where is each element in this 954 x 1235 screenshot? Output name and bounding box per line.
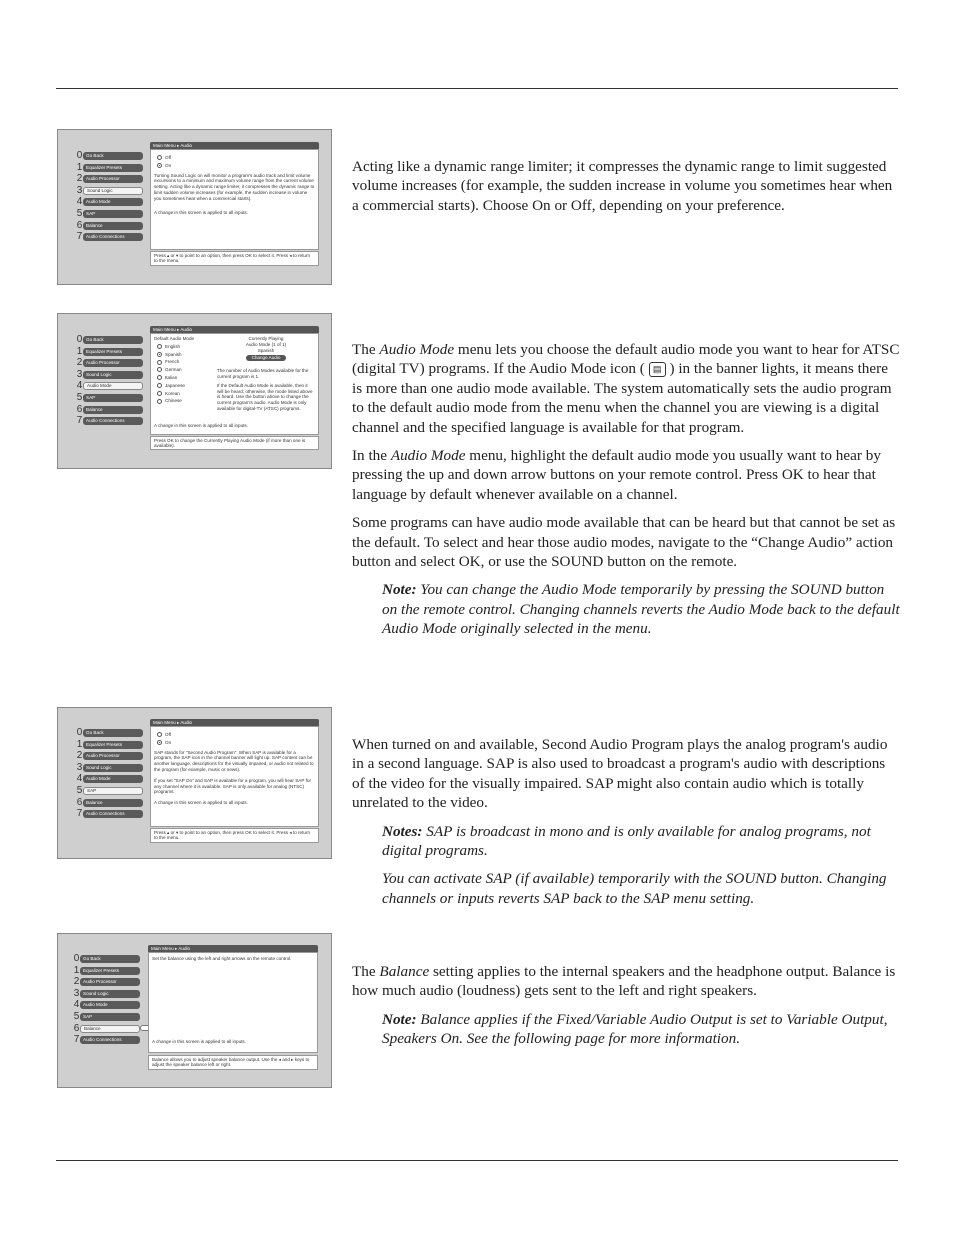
menu-item-audio-mode[interactable]: 4 Audio Mode xyxy=(75,197,145,207)
language-chinese[interactable]: Chinese xyxy=(157,398,209,404)
breadcrumb: Main Menu ▸ Audio xyxy=(150,719,319,726)
breadcrumb: Main Menu ▸ Audio xyxy=(148,945,318,952)
balance-hint: Balance allows you to adjust speaker balance output. Use the ◂ and ▸ keys to adjust the speaker balance left or right. xyxy=(148,1055,318,1070)
menu-item-sap[interactable]: 5 SAP xyxy=(75,393,145,403)
audio-menu xyxy=(75,151,145,244)
sound-logic-screenshot xyxy=(57,129,332,285)
sound-logic-panel xyxy=(150,149,319,250)
menu-item-audio-processor[interactable]: 2 Audio Processor xyxy=(75,174,145,184)
sap-body: When turned on and available, Second Audio Program plays the analog program's audio in a second language. SAP is also used to broadcast a program's audio with descriptions of the video for the visually impaired. SAP might also contain audio which is totally unrelated to the video. xyxy=(352,736,888,812)
menu-item-balance[interactable]: 6 Balance xyxy=(75,798,145,808)
applied-note: A change in this screen is applied to all inputs. xyxy=(152,1039,246,1044)
bottom-rule xyxy=(56,1160,898,1161)
applied-note: A change in this screen is applied to all inputs. xyxy=(154,209,248,215)
audio-mode-panel xyxy=(150,333,319,435)
sap-note-2: You can activate SAP (if available) temporarily with the SOUND button. Changing channels or inputs reverts SAP back to the SAP menu setting. xyxy=(382,870,887,907)
language-italian[interactable]: Italian xyxy=(157,375,209,381)
audio-mode-icon: ▤ xyxy=(649,362,666,377)
audio-mode-info-detail: If the Default Audio Mode is available, then it will be heard; otherwise, the mode listed above is heard. Use the button above to change the current program's audio. Audio Mode is only available for digital-TV (ATSC) programs. xyxy=(217,382,313,411)
menu-item-equalizer-presets[interactable]: 1 Equalizer Presets xyxy=(75,347,145,357)
menu-item-sound-logic[interactable]: 3 Sound Logic xyxy=(75,370,145,380)
menu-item-sap[interactable]: 5 SAP xyxy=(75,209,145,219)
menu-item-audio-connections[interactable]: 7 Audio Connections xyxy=(72,1035,142,1045)
audio-mode-note: Note: You can change the Audio Mode temporarily by pressing the SOUND button on the remote control. Changing channels reverts the Audio Mode back to the default Audio Mode originally selected in the menu. xyxy=(382,581,900,638)
balance-paragraph: The Balance setting applies to the internal speakers and the headphone output. Balance is how much audio (loudness) gets sent to the left and right speakers. xyxy=(352,963,896,1000)
menu-item-equalizer-presets[interactable]: 1 Equalizer Presets xyxy=(72,966,142,976)
audio-menu xyxy=(72,954,142,1047)
menu-item-sound-logic[interactable]: 3 Sound Logic xyxy=(72,989,142,999)
balance-screenshot xyxy=(57,933,332,1088)
radio-selected-icon xyxy=(157,740,162,745)
sound-logic-description: Turning Sound Logic on will monitor a program's audio track and limit volume excursions to a minimum and maximum volume range from the current volume setting. Acting like a dynamic range limiter, it compresses the dynamic range to limit sudden volume increases (for example, the sudden increase in volume you sometimes hear when a commercial starts). xyxy=(154,172,315,201)
menu-item-audio-connections[interactable]: 7 Audio Connections xyxy=(75,232,145,242)
radio-icon xyxy=(157,155,162,160)
default-audio-mode-label: Default Audio Mode xyxy=(154,336,195,341)
language-french[interactable]: French xyxy=(157,359,209,365)
audio-menu xyxy=(75,728,145,821)
change-audio-button[interactable]: Change Audio xyxy=(246,355,287,361)
sap-hint: Press ▴ or ▾ to point to an option, then press OK to select it. Press ◂ to return to the menu. xyxy=(150,828,319,843)
applied-note: A change in this screen is applied to all inputs. xyxy=(154,423,248,428)
sap-panel xyxy=(150,726,319,827)
sap-text xyxy=(352,735,900,917)
radio-icon xyxy=(157,344,162,349)
menu-item-sound-logic[interactable]: 3 Sound Logic xyxy=(75,186,145,196)
menu-item-go-back[interactable]: 0 Go Back xyxy=(75,151,145,161)
audio-mode-paragraph-2: In the Audio Mode menu, highlight the default audio mode you usually want to hear by pressing the up and down arrow buttons on your remote control. Press OK to hear that language by default whenever available on a channel. xyxy=(352,447,881,503)
menu-item-audio-processor[interactable]: 2 Audio Processor xyxy=(75,358,145,368)
sap-description-1: SAP stands for "Second Audio Program". When SAP is available for a program, the SAP icon in the channel banner will light up. SAP content can be another language, descriptions for the visually impaired, or audio not related to the program (for example, music or news). xyxy=(154,749,314,772)
sap-description-2: If you set "SAP On" and SAP is available for a program, you will hear SAP for any channel where it is available. SAP is only available for analog (NTSC) programs. xyxy=(154,777,311,795)
balance-instruction: Set the balance using the left and right arrows on the remote control. xyxy=(152,956,292,961)
audio-mode-screenshot xyxy=(57,313,332,469)
menu-item-audio-mode[interactable]: 4 Audio Mode xyxy=(75,381,145,391)
menu-item-go-back[interactable]: 0 Go Back xyxy=(75,335,145,345)
audio-mode-count: Audio Mode (1 of 1) xyxy=(245,341,287,347)
language-korean[interactable]: Korean xyxy=(157,391,209,397)
sap-screenshot xyxy=(57,707,332,859)
current-language: Spanish xyxy=(257,347,275,353)
balance-text xyxy=(352,962,900,1058)
menu-item-audio-connections[interactable]: 7 Audio Connections xyxy=(75,809,145,819)
language-german[interactable]: German xyxy=(157,367,209,373)
option-off[interactable]: Off xyxy=(157,732,315,738)
radio-icon xyxy=(157,399,162,404)
option-on[interactable]: On xyxy=(157,740,315,746)
language-spanish[interactable]: Spanish xyxy=(157,352,209,358)
radio-icon xyxy=(157,383,162,388)
menu-item-sap[interactable]: 5 SAP xyxy=(75,786,145,796)
balance-note: Note: Balance applies if the Fixed/Variable Audio Output is set to Variable Output, Speakers On. See the following page for more information. xyxy=(382,1010,888,1048)
menu-item-balance[interactable]: 6 Balance xyxy=(72,1024,142,1034)
radio-icon xyxy=(157,360,162,365)
radio-icon xyxy=(157,375,162,380)
option-off[interactable]: Off xyxy=(157,155,315,161)
audio-mode-text xyxy=(352,340,900,648)
audio-mode-paragraph-3: Some programs can have audio mode available that can be heard but that cannot be set as the default. To select and hear those audio modes, navigate to the “Change Audio” action button and select OK, or use the SOUND button on the remote. xyxy=(352,514,896,571)
radio-icon xyxy=(157,367,162,372)
audio-menu xyxy=(75,335,145,428)
sound-logic-hint: Press ▴ or ▾ to point to an option, then press OK to select it. Press ◂ to return to the menu. xyxy=(150,251,319,266)
top-rule xyxy=(56,88,898,89)
audio-mode-info-count: The number of Audio Modes available for the current program is 1. xyxy=(217,368,309,379)
menu-item-go-back[interactable]: 0 Go Back xyxy=(75,728,145,738)
menu-item-equalizer-presets[interactable]: 1 Equalizer Presets xyxy=(75,163,145,173)
option-on[interactable]: On xyxy=(157,163,315,169)
menu-item-sound-logic[interactable]: 3 Sound Logic xyxy=(75,763,145,773)
audio-mode-hint: Press OK to change the Currently Playing Audio Mode (if more than one is available). xyxy=(150,436,319,450)
language-english[interactable]: English xyxy=(157,344,209,350)
applied-note: A change in this screen is applied to all inputs. xyxy=(154,800,248,806)
menu-item-balance[interactable]: 6 Balance xyxy=(75,221,145,231)
menu-item-audio-connections[interactable]: 7 Audio Connections xyxy=(75,416,145,426)
audio-mode-paragraph-1: The Audio Mode menu lets you choose the default audio mode you want to hear for ATSC (digital TV) programs. If the Audio Mode icon ( ▤ ) in the banner lights, it means there is more than one audio mode available. The system automatically sets the audio program to the default audio mode from the menu when the channel you are viewing is a digital channel and the specified language is available for that program. xyxy=(352,341,900,436)
breadcrumb: Main Menu ▸ Audio xyxy=(150,142,319,149)
breadcrumb: Main Menu ▸ Audio xyxy=(150,326,319,333)
menu-item-equalizer-presets[interactable]: 1 Equalizer Presets xyxy=(75,740,145,750)
language-japanese[interactable]: Japanese xyxy=(157,383,209,389)
sound-logic-text xyxy=(352,157,900,224)
currently-playing-label: Currently Playing xyxy=(248,336,284,341)
balance-panel xyxy=(148,952,318,1053)
radio-icon xyxy=(157,732,162,737)
radio-selected-icon xyxy=(157,352,162,357)
sap-note-1: Notes: SAP is broadcast in mono and is only available for analog programs, not digital programs. xyxy=(382,822,871,860)
sound-logic-body: Acting like a dynamic range limiter; it compresses the dynamic range to limit suggested volume increases (for example, the sudden increase in volume you sometimes hear when a commercial starts). Choose On or Off, depending on your preference. xyxy=(352,158,893,214)
menu-item-audio-processor[interactable]: 2 Audio Processor xyxy=(75,751,145,761)
menu-item-audio-mode[interactable]: 4 Audio Mode xyxy=(75,774,145,784)
menu-item-go-back[interactable]: 0 Go Back xyxy=(72,954,142,964)
radio-icon xyxy=(157,391,162,396)
menu-item-sap[interactable]: 5 SAP xyxy=(72,1012,142,1022)
menu-item-audio-processor[interactable]: 2 Audio Processor xyxy=(72,977,142,987)
menu-item-balance[interactable]: 6 Balance xyxy=(75,405,145,415)
radio-selected-icon xyxy=(157,163,162,168)
menu-item-audio-mode[interactable]: 4 Audio Mode xyxy=(72,1000,142,1010)
